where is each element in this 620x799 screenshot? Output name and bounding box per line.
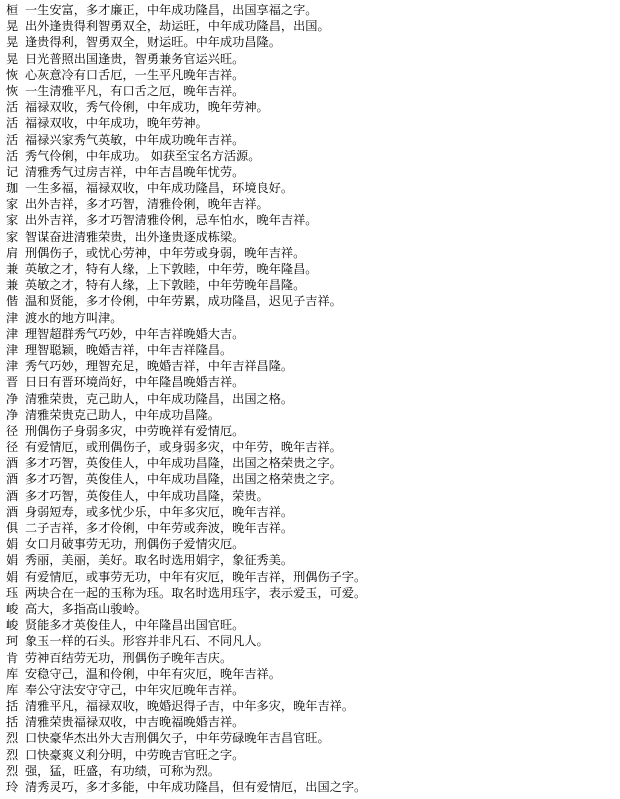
entry-character: 家 [6,229,19,244]
entry-row [0,601,620,617]
entry-meaning: 清雅秀气过房吉祥，中年吉昌晚年忧劳。 [25,164,245,179]
entry-character: 库 [6,666,19,681]
entry-row [0,439,620,455]
entry-character: 活 [6,100,19,115]
entry-row [0,520,620,536]
entry-meaning: 理智聪颖，晚婚吉祥，中年吉祥隆昌。 [25,342,233,357]
entry-character: 家 [6,213,19,228]
entry-meaning: 有爱情厄，或事劳无功，中年有灾厄，晚年吉祥，刑偶伤子字。 [25,569,367,584]
entry-character: 酒 [6,504,19,519]
entry-character: 津 [6,310,19,325]
entry-character: 肯 [6,650,19,665]
entry-row [0,18,620,34]
entry-row [0,391,620,407]
entry-character: 珈 [6,181,19,196]
entry-row [0,763,620,779]
entry-row [0,423,620,439]
entry-row [0,455,620,471]
entry-character: 娟 [6,537,19,552]
entry-row [0,471,620,487]
entry-character: 活 [6,132,19,147]
entry-meaning: 象玉一样的石头。形容并非凡石、不同凡人。 [25,634,269,649]
entry-meaning: 日日有晋环境尚好，中年隆昌晚婚吉祥。 [25,375,245,390]
entry-row [0,293,620,309]
entry-character: 兼 [6,278,19,293]
entry-character: 烈 [6,763,19,778]
entry-row [0,650,620,666]
entry-character: 津 [6,342,19,357]
entry-meaning: 清雅荣贵克己助人，中年成功昌隆。 [25,407,220,422]
entry-meaning: 身弱短寿，或多忧少乐，中年多灾厄，晚年吉祥。 [25,504,294,519]
entry-row [0,99,620,115]
entry-meaning: 强，猛，旺盛，有功绩，可称为烈。 [25,763,220,778]
entry-character: 晃 [6,51,19,66]
entry-meaning: 多才巧智，英俊佳人，中年成功昌隆，荣贵。 [25,488,269,503]
entry-character: 括 [6,699,19,714]
entry-row [0,358,620,374]
entry-row [0,585,620,601]
entry-row [0,569,620,585]
entry-row [0,730,620,746]
entry-character: 净 [6,407,19,422]
entry-character: 津 [6,326,19,341]
entry-row [0,148,620,164]
entry-meaning: 秀气巧妙，理智充足，晚婚吉祥，中年吉祥昌隆。 [25,359,294,374]
entry-row [0,617,620,633]
entry-meaning: 奉公守法安守守己，中年灾厄晚年吉祥。 [25,682,245,697]
entry-character: 酒 [6,472,19,487]
entry-character: 俱 [6,521,19,535]
entry-character: 活 [6,148,19,163]
entry-character: 净 [6,391,19,406]
entry-meaning: 多才巧智，英俊佳人，中年成功昌隆，出国之格荣贵之字。 [25,456,342,471]
entry-character: 珏 [6,585,19,600]
entry-meaning: 逢贵得利，智勇双全，财运旺。中年成功昌隆。 [25,35,281,50]
entry-row [0,342,620,358]
entry-row [0,488,620,504]
entry-meaning: 清秀灵巧，多才多能，中年成功隆昌，但有爱情厄，出国之字。 [25,780,367,794]
entry-meaning: 一生多福，福禄双收，中年成功隆昌，环境良好。 [25,181,294,196]
entry-character: 峻 [6,601,19,616]
entry-character: 活 [6,116,19,131]
entry-character: 偕 [6,294,19,309]
entry-meaning: 多才巧智，英俊佳人，中年成功昌隆，出国之格荣贵之字。 [25,472,342,487]
entry-meaning: 一生安富，多才廉正，中年成功隆昌，出国享福之字。 [25,3,318,17]
entry-row [0,83,620,99]
entry-meaning: 刑偶伤子身弱多灾，中劳晚祥有爱情厄。 [25,423,245,438]
entry-row [0,34,620,50]
entry-character: 津 [6,359,19,374]
entry-row [0,212,620,228]
entry-meaning: 英敏之才，特有人缘，上下敦睦，中年劳晚年昌隆。 [25,278,306,293]
entry-character: 烈 [6,731,19,746]
entry-meaning: 口快豪爽义利分明，中劳晚吉官旺之字。 [25,747,245,762]
entry-row [0,682,620,698]
entry-row [0,714,620,730]
entry-character: 酒 [6,456,19,471]
entry-character: 括 [6,715,19,730]
entry-meaning: 两块合在一起的玉称为珏。取名时选用珏字，表示爱玉，可爱。 [25,585,367,600]
entry-character: 酒 [6,488,19,503]
entry-character: 恢 [6,67,19,82]
entry-row [0,407,620,423]
entry-character: 珂 [6,634,19,649]
entry-meaning: 刑偶伤子，或忧心劳神，中年劳或身弱，晚年吉祥。 [25,245,306,260]
entry-character: 娟 [6,569,19,584]
entry-character: 径 [6,440,19,455]
entry-character: 晋 [6,375,19,390]
entry-meaning: 清雅荣贵福禄双收，中吉晚福晚婚吉祥。 [25,715,245,730]
entry-character: 晃 [6,19,19,34]
entry-character: 肩 [6,245,19,260]
entry-row [0,261,620,277]
entry-meaning: 福禄兴家秀气英敏，中年成功晚年吉祥。 [25,132,245,147]
entry-character: 玲 [6,780,19,794]
entry-meaning: 秀丽，美丽，美好。取名时选用娟字，象征秀美。 [25,553,294,568]
entry-meaning: 福禄双收，秀气伶俐，中年成功，晚年劳神。 [25,100,269,115]
entry-row [0,310,620,326]
entry-meaning: 女口月破事劳无功，刑偶伤子爱情灾厄。 [25,537,245,552]
entry-row [0,277,620,293]
entry-meaning: 英敏之才，特有人缘，上下敦睦，中年劳，晚年隆昌。 [25,262,318,276]
entry-character: 库 [6,682,19,697]
entry-character: 恢 [6,83,19,98]
entry-row [0,779,620,795]
entry-row [0,747,620,763]
entry-character: 记 [6,164,19,179]
entry-meaning: 渡水的地方叫津。 [25,310,123,325]
entry-meaning: 出外吉祥，多才巧智，清雅伶俐，晚年吉祥。 [25,197,269,212]
entry-meaning: 二子吉祥，多才伶俐，中年劳或奔波，晚年吉祥。 [25,521,294,535]
entry-row [0,666,620,682]
entry-meaning: 心灰意冷有口舌厄，一生平凡晚年吉祥。 [25,67,245,82]
entry-meaning: 贤能多才英俊佳人，中年隆昌出国官旺。 [25,618,245,633]
entry-row [0,245,620,261]
entry-character: 家 [6,197,19,212]
entry-row [0,196,620,212]
entry-row [0,229,620,245]
entry-row [0,633,620,649]
entry-meaning: 劳神百结劳无功，刑偶伤子晚年吉庆。 [25,650,233,665]
entry-character: 兼 [6,262,19,276]
entry-meaning: 口快豪华杰出外大吉刑偶欠子，中年劳碌晚年吉昌官旺。 [25,731,330,746]
entry-character: 径 [6,423,19,438]
entry-character: 娟 [6,553,19,568]
entry-meaning: 有爱情厄，或刑偶伤子，或身弱多灾，中年劳，晚年吉祥。 [25,440,342,455]
entry-meaning: 清雅荣贵，克己助人，中年成功隆昌，出国之格。 [25,391,294,406]
entry-meaning: 安稳守己，温和伶俐，中年有灾厄，晚年吉祥。 [25,666,281,681]
entry-meaning: 出外吉祥，多才巧智清雅伶俐，忌车怕水，晚年吉祥。 [25,213,318,228]
entry-row [0,504,620,520]
entry-meaning: 温和贤能，多才伶俐，中年劳累，成功隆昌，迟见子吉祥。 [25,294,342,309]
entry-row [0,698,620,714]
entry-meaning: 高大，多指高山骏岭。 [25,601,147,616]
entry-row [0,51,620,67]
entry-meaning: 智谋奋进清雅荣贵，出外逢贵逐成栋梁。 [25,229,245,244]
entry-row [0,374,620,390]
entry-meaning: 日光普照出国逢贵，智勇兼务官运兴旺。 [25,51,245,66]
entry-row [0,164,620,180]
entry-row [0,326,620,342]
entry-meaning: 福禄双收，中年成功，晚年劳神。 [25,116,208,131]
entry-row [0,2,620,18]
entry-row [0,552,620,568]
entry-meaning: 理智超群秀气巧妙，中年吉祥晚婚大吉。 [25,326,245,341]
entry-meaning: 一生清雅平凡，有口舌之厄，晚年吉祥。 [25,83,245,98]
entry-row [0,115,620,131]
entry-character: 烈 [6,747,19,762]
entry-meaning: 秀气伶俐，中年成功。 如获至宝名方活源。 [25,148,261,163]
entry-row [0,536,620,552]
entry-character: 晃 [6,35,19,50]
entry-meaning: 出外逢贵得利智勇双全，劫运旺，中年成功隆昌，出国。 [25,19,330,34]
entry-row [0,67,620,83]
entry-character: 桓 [6,3,19,17]
entry-row [0,132,620,148]
entry-meaning: 清雅平凡，福禄双收，晚婚迟得子吉，中年多灾，晚年吉祥。 [25,699,355,714]
entry-row [0,180,620,196]
entry-character: 峻 [6,618,19,633]
